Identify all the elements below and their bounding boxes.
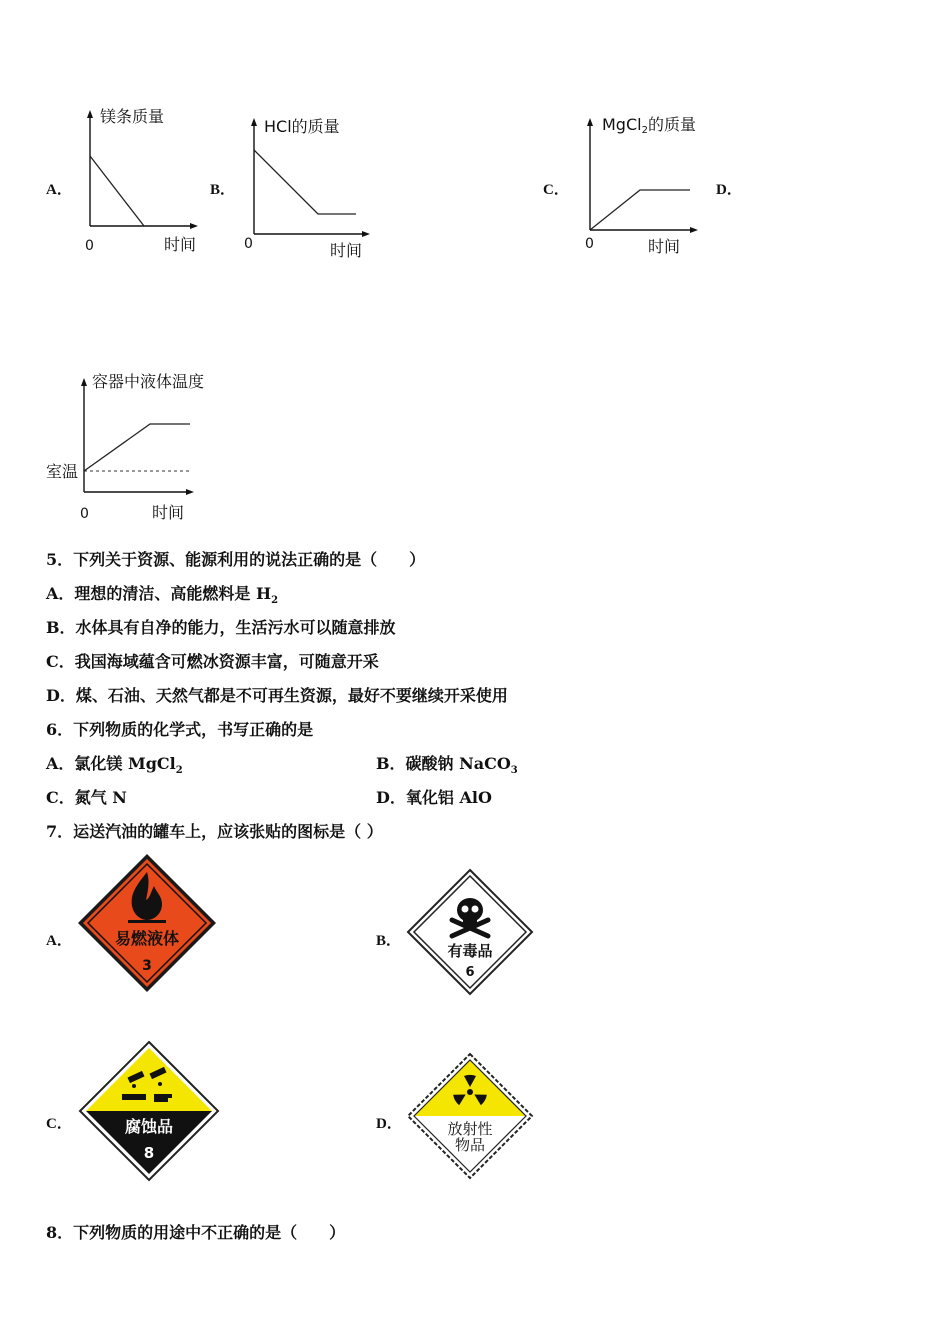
graph-c-origin: 0 xyxy=(585,236,594,252)
y-axis-arrow xyxy=(81,378,87,386)
sign-label-line2: 物品 xyxy=(454,1136,486,1154)
sign-top-fill xyxy=(414,1060,526,1116)
x-axis-arrow xyxy=(190,223,198,229)
corrosive-sign xyxy=(78,1040,220,1182)
option-a-letter: A． xyxy=(46,182,72,198)
toxic-substance-sign xyxy=(406,868,534,996)
graph-c-ylabel xyxy=(602,115,696,136)
question-5-option-d: D．煤、石油、天然气都是不可再生资源，最好不要继续开采使用 xyxy=(46,686,508,705)
sign-class-number: 8 xyxy=(143,1144,155,1162)
option-text: A．理想的清洁、高能燃料是 H xyxy=(46,584,272,603)
question-5-option-a xyxy=(46,581,278,606)
y-axis-arrow xyxy=(87,110,93,118)
graph-b-origin: 0 xyxy=(244,236,253,252)
question-6-option-b xyxy=(376,751,518,776)
x-axis-arrow xyxy=(690,227,698,233)
graph-a-xlabel: 时间 xyxy=(164,235,197,254)
option-b-letter: B． xyxy=(376,933,402,949)
graph-b-xlabel: 时间 xyxy=(330,241,363,260)
option-b-letter: B． xyxy=(210,182,236,198)
subscript: 2 xyxy=(271,595,279,607)
ylabel-main: MgCl xyxy=(602,115,642,134)
graph-d-origin: 0 xyxy=(80,506,89,522)
option-text: B．碳酸钠 NaCO xyxy=(376,754,511,773)
graph-d-line xyxy=(84,424,190,471)
graph-a-ylabel: 镁条质量 xyxy=(100,107,165,126)
ylabel-sub: 2 xyxy=(641,125,648,136)
sign-class-number: 6 xyxy=(465,965,475,980)
graph-a xyxy=(78,100,208,260)
question-8-stem: 8．下列物质的用途中不正确的是（ ） xyxy=(46,1223,346,1242)
ylabel-tail: 的质量 xyxy=(647,115,696,134)
sign-class-number: 3 xyxy=(142,958,152,974)
question-5-option-c: C．我国海域蕴含可燃冰资源丰富，可随意开采 xyxy=(46,652,379,671)
y-axis-arrow xyxy=(251,118,257,126)
option-d-letter: D． xyxy=(716,182,742,198)
sign-top-fill xyxy=(86,1048,212,1111)
option-c-letter: C． xyxy=(46,1116,72,1132)
option-c-letter: C． xyxy=(543,182,569,198)
question-6-option-d: D．氧化铝 AlO xyxy=(376,788,492,807)
flammable-liquid-sign xyxy=(76,852,218,994)
graph-b-ylabel: HCl的质量 xyxy=(264,117,340,136)
sign-label: 易燃液体 xyxy=(114,929,180,948)
x-axis-arrow xyxy=(186,489,194,495)
radioactive-sign xyxy=(406,1052,534,1180)
graph-d xyxy=(44,366,234,526)
graph-b xyxy=(240,110,380,270)
graph-d-ylabel: 容器中液体温度 xyxy=(92,372,205,391)
question-6-stem: 6．下列物质的化学式，书写正确的是 xyxy=(46,720,314,739)
graph-a-origin: 0 xyxy=(85,238,94,254)
graph-c xyxy=(576,108,706,268)
graph-c-xlabel: 时间 xyxy=(648,237,681,256)
option-text: A．氯化镁 MgCl xyxy=(46,754,176,773)
graph-b-line xyxy=(254,150,356,214)
y-axis-arrow xyxy=(587,118,593,126)
graph-d-ref-label: 室温 xyxy=(46,462,79,481)
x-axis-arrow xyxy=(362,231,370,237)
question-6-option-a xyxy=(46,751,183,776)
question-6-option-c: C．氮气 N xyxy=(46,788,127,807)
question-5-option-b: B．水体具有自净的能力，生活污水可以随意排放 xyxy=(46,618,396,637)
sign-label-line1: 放射性 xyxy=(447,1120,493,1138)
flame-base xyxy=(128,920,166,923)
graph-c-line xyxy=(590,190,690,230)
sign-label: 腐蚀品 xyxy=(124,1117,174,1136)
question-7-stem: 7．运送汽油的罐车上，应该张贴的图标是（ ） xyxy=(46,822,383,841)
option-a-letter: A． xyxy=(46,933,72,949)
subscript: 2 xyxy=(175,765,183,777)
question-5-stem: 5．下列关于资源、能源利用的说法正确的是（ ） xyxy=(46,550,426,569)
graph-a-line xyxy=(90,156,144,226)
option-d-letter: D． xyxy=(376,1116,402,1132)
sign-label: 有毒品 xyxy=(447,942,493,960)
graph-d-xlabel: 时间 xyxy=(152,503,185,522)
subscript: 3 xyxy=(510,765,518,777)
